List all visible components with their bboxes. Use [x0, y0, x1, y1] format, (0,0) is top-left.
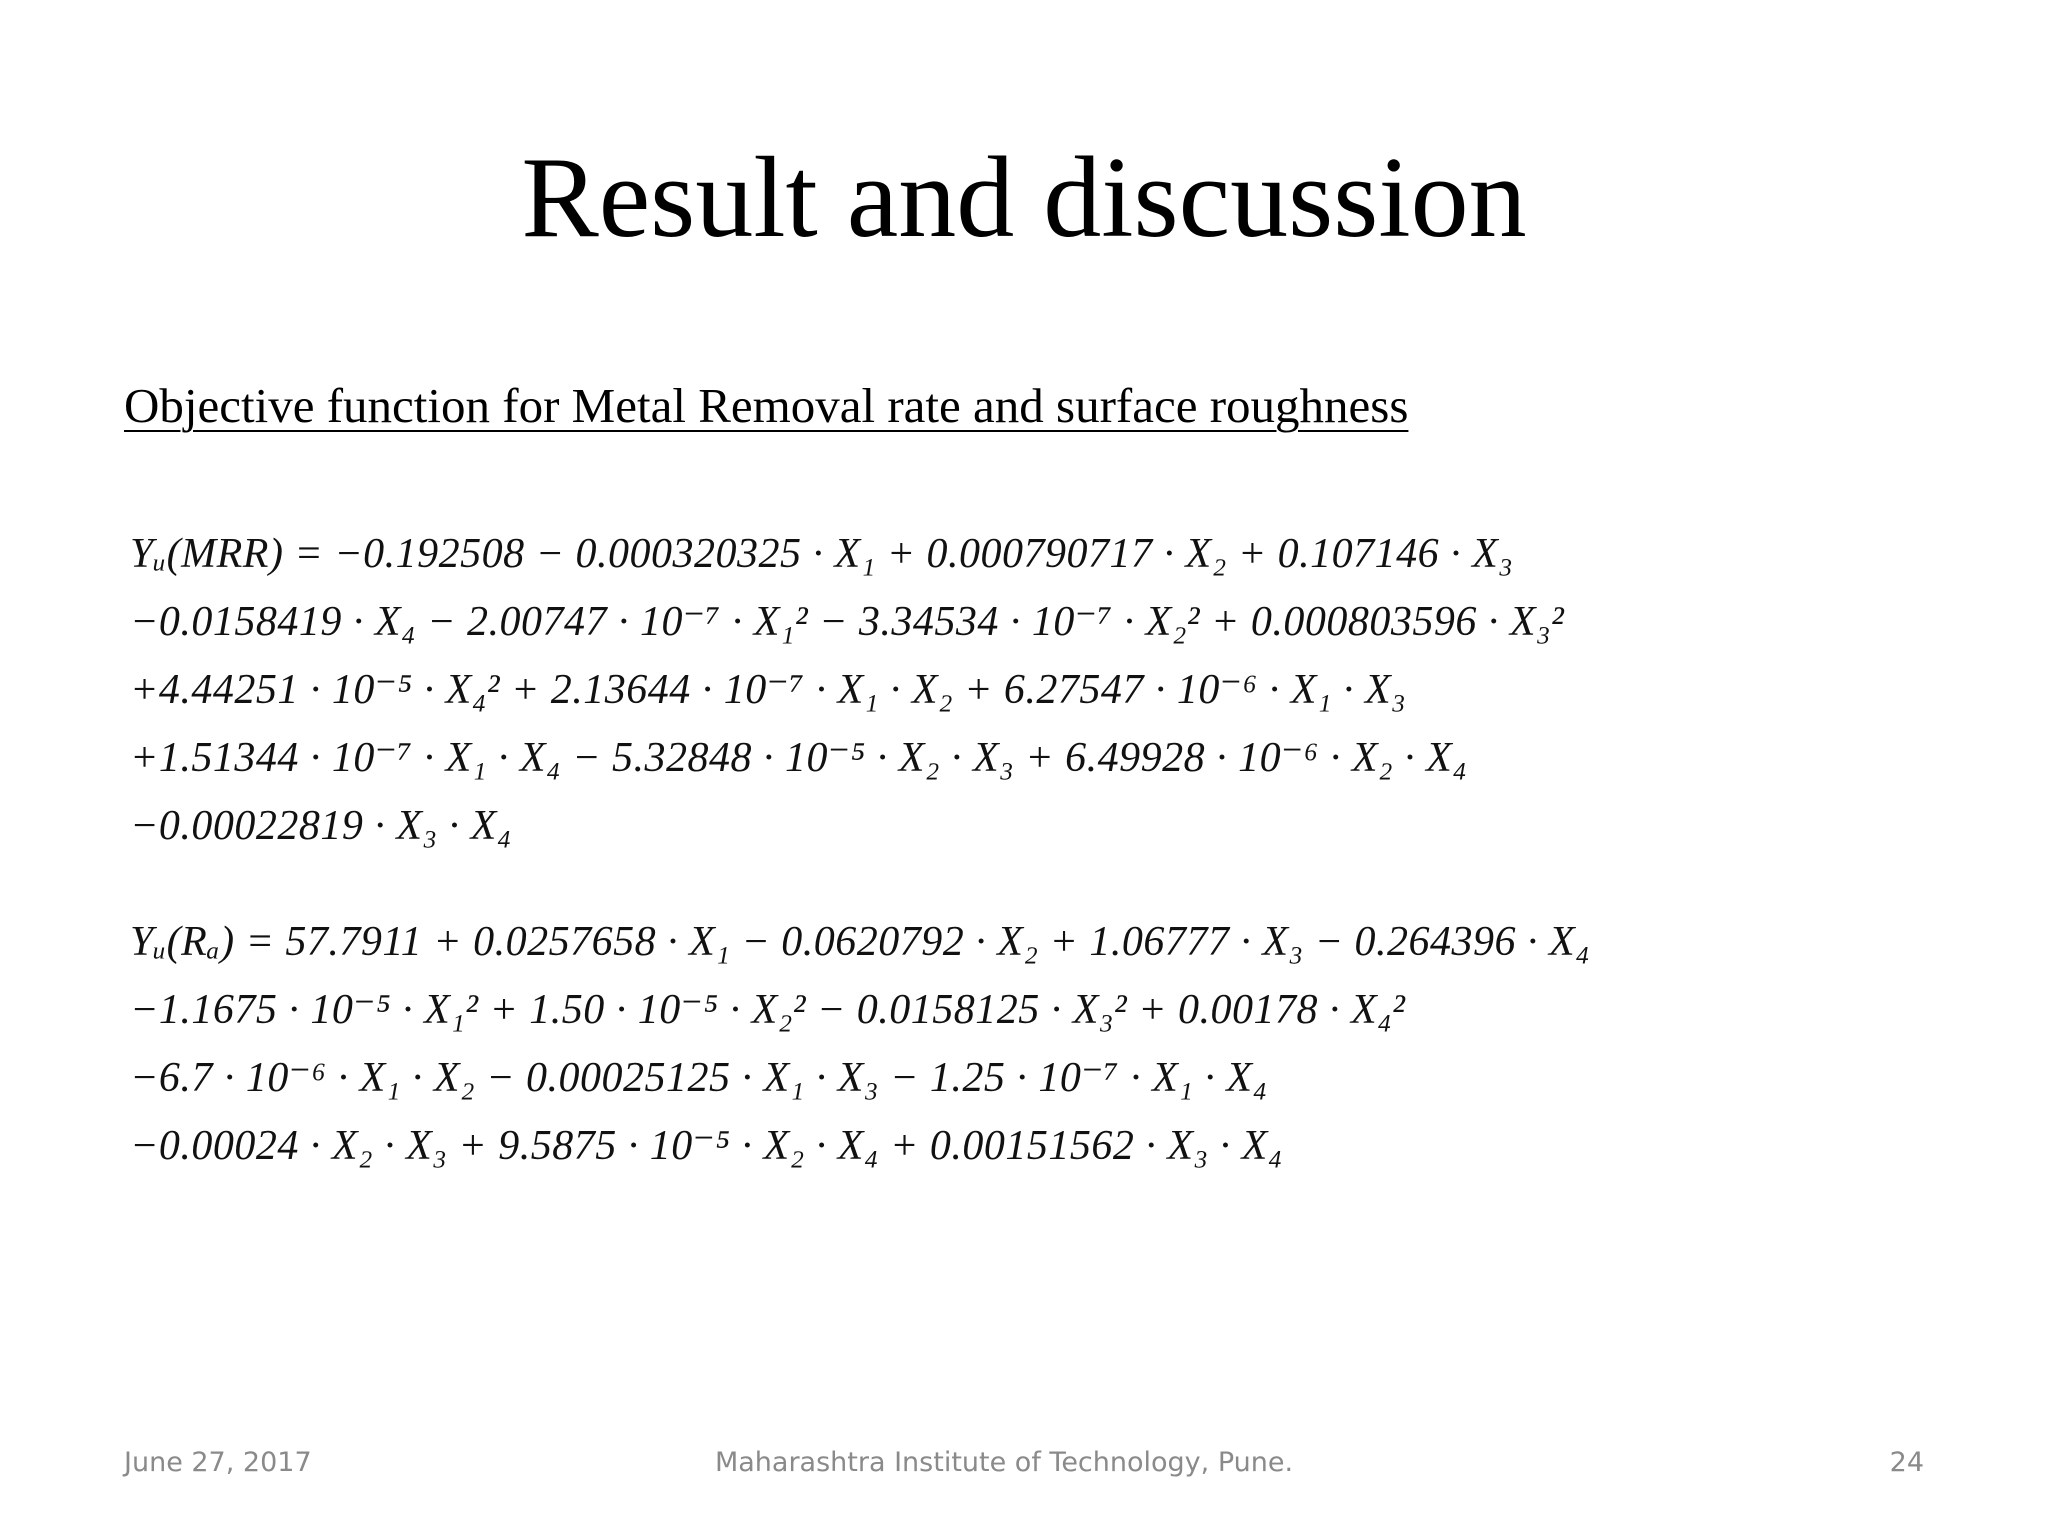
- equation-line: −0.00024 · X₂ · X₃ + 9.5875 · 10⁻⁵ · X₂ · X₄ + 0.00151562 · X₃ · X₄: [130, 1123, 1283, 1169]
- equation-line: −6.7 · 10⁻⁶ · X₁ · X₂ − 0.00025125 · X₁ · X₃ − 1.25 · 10⁻⁷ · X₁ · X₄: [130, 1055, 1268, 1101]
- footer-institute: Maharashtra Institute of Technology, Pune.: [714, 1447, 1294, 1478]
- equation-line: −0.00022819 · X₃ · X₄: [130, 803, 512, 849]
- footer-date: June 27, 2017: [124, 1447, 312, 1478]
- mrr-equation: [130, 520, 1564, 860]
- equation-line: Yᵤ(Rₐ) = 57.7911 + 0.0257658 · X₁ − 0.0620792 · X₂ + 1.06777 · X₃ − 0.264396 · X₄: [130, 919, 1591, 965]
- equations-image: [124, 520, 1924, 1240]
- slide-number: 24: [1889, 1447, 1924, 1478]
- equation-line: −0.0158419 · X₄ − 2.00747 · 10⁻⁷ · X₁² − 3.34534 · 10⁻⁷ · X₂² + 0.000803596 · X₃²: [130, 599, 1565, 645]
- equation-line: +1.51344 · 10⁻⁷ · X₁ · X₄ − 5.32848 · 10⁻⁵ · X₂ · X₃ + 6.49928 · 10⁻⁶ · X₂ · X₄: [130, 735, 1468, 781]
- slide-title: Result and discussion: [521, 134, 1527, 262]
- equation-line: Yᵤ(MRR) = −0.192508 − 0.000320325 · X₁ + 0.000790717 · X₂ + 0.107146 · X₃: [130, 531, 1514, 577]
- ra-equation: [130, 908, 1590, 1180]
- section-subtitle: Objective function for Metal Removal rate and surface roughness: [124, 378, 1409, 433]
- equation-line: −1.1675 · 10⁻⁵ · X₁² + 1.50 · 10⁻⁵ · X₂² − 0.0158125 · X₃² + 0.00178 · X₄²: [130, 987, 1406, 1033]
- equation-line: +4.44251 · 10⁻⁵ · X₄² + 2.13644 · 10⁻⁷ · X₁ · X₂ + 6.27547 · 10⁻⁶ · X₁ · X₃: [130, 667, 1407, 713]
